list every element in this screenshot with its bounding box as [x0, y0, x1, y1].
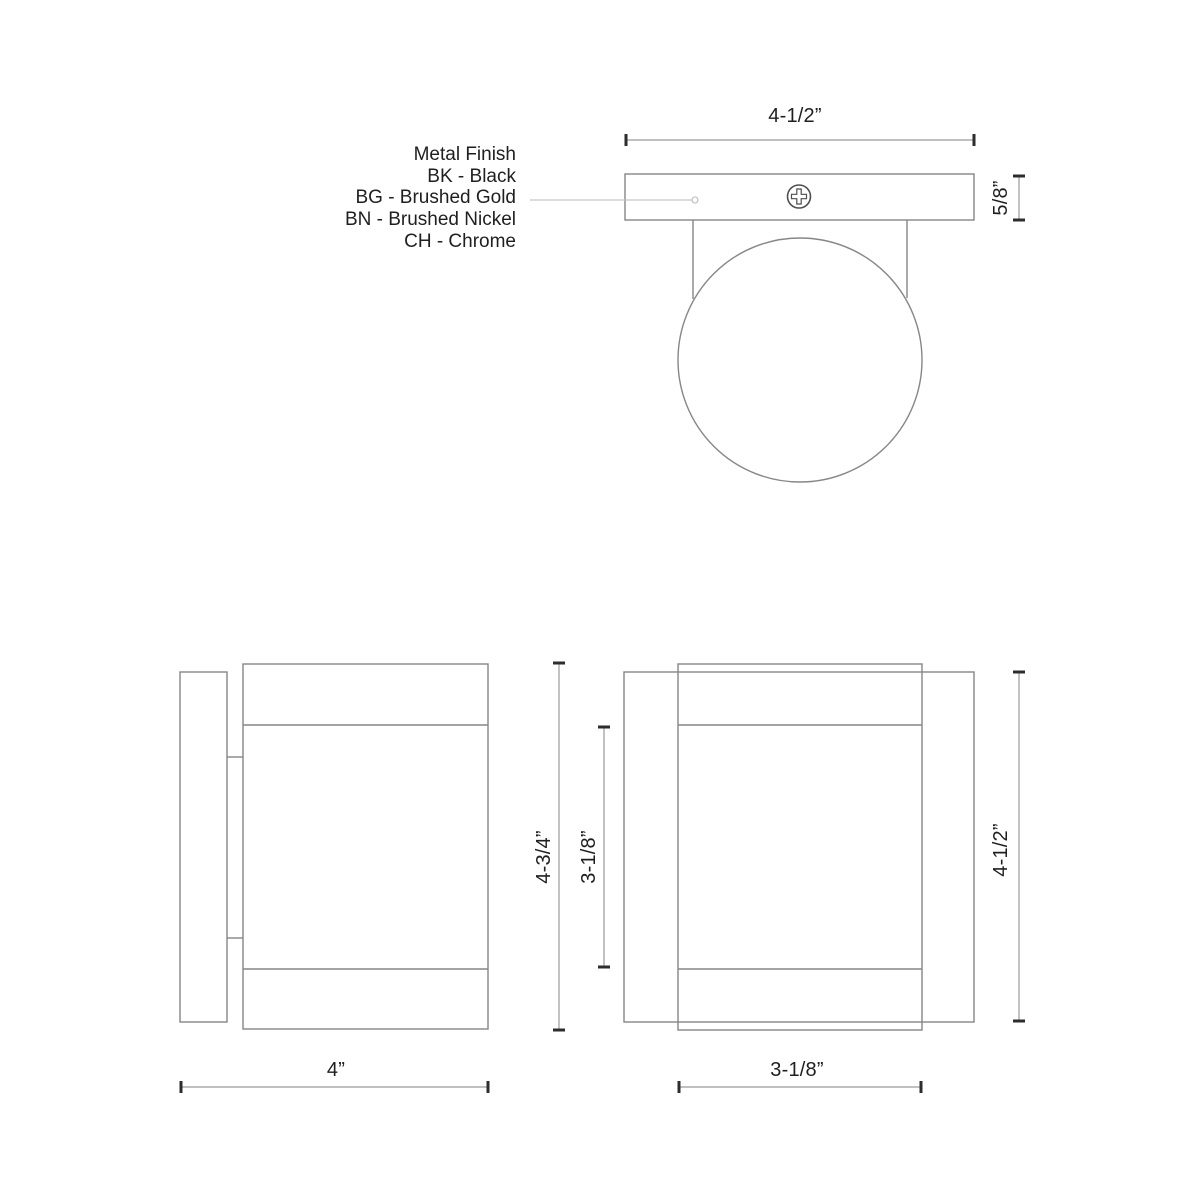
front-view-glass-height-label: 3-1/8”: [578, 830, 600, 884]
finish-option-ch: CH - Chrome: [404, 230, 516, 252]
front-view-height-label: 4-1/2”: [990, 823, 1012, 877]
glass-globe-outline: [678, 238, 922, 482]
side-view-body-outline: [243, 664, 488, 1029]
side-view-depth-label: 4”: [326, 1059, 346, 1081]
side-view-depth-dimension: [181, 1081, 488, 1093]
front-view-body-outline: [678, 664, 922, 1030]
front-view-width-dimension: [679, 1081, 921, 1093]
side-view-wall-plate-outline: [180, 672, 227, 1022]
front-view-width-label: 3-1/8”: [770, 1059, 824, 1081]
top-view-thickness-dimension: [1013, 176, 1025, 220]
finish-option-bg: BG - Brushed Gold: [355, 187, 516, 209]
finish-leader-dot: [692, 197, 698, 203]
top-view-width-label: 4-1/2”: [768, 105, 822, 127]
side-view-height-label: 4-3/4”: [533, 830, 555, 884]
finish-legend: [200, 144, 516, 253]
finish-option-bk: BK - Black: [427, 165, 516, 187]
side-view: [180, 663, 565, 1093]
screw-cross-icon: [792, 189, 807, 204]
top-view-canopy-plate-outline: [625, 174, 974, 220]
finish-option-bn: BN - Brushed Nickel: [344, 209, 516, 231]
top-view-thickness-label: 5/8”: [990, 180, 1012, 216]
front-view-height-dimension: [1013, 672, 1025, 1021]
top-view: [530, 134, 1025, 482]
front-view: [598, 664, 1025, 1093]
top-view-width-dimension: [626, 134, 974, 146]
finish-legend-title: Metal Finish: [413, 144, 516, 165]
